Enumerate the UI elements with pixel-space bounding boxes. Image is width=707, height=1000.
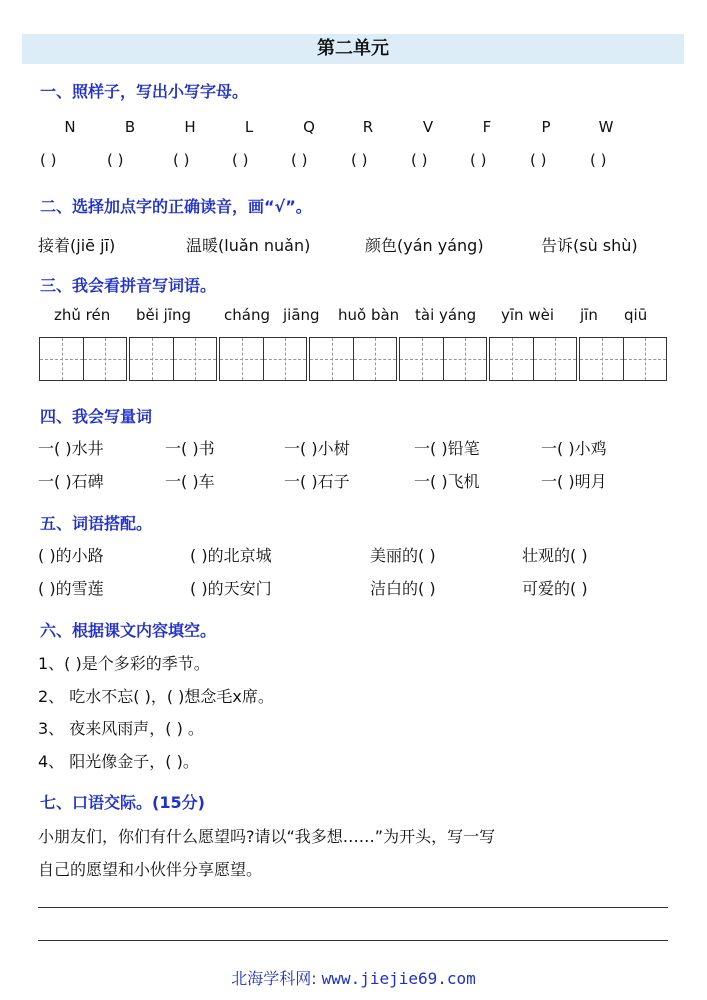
section-2-heading: 二、选择加点字的正确读音，画“√”。 xyxy=(40,197,312,216)
footer-url[interactable]: www.jiejie69.com xyxy=(321,969,476,988)
pinyin-label: cháng xyxy=(224,306,270,324)
fill-blank-line[interactable]: 2、 吃水不忘( )，( )想念毛x席。 xyxy=(38,687,274,706)
answer-blank[interactable]: ( ) xyxy=(530,151,547,169)
footer-label: 北海学科网: xyxy=(231,969,322,988)
pronunciation-item[interactable]: 温暖(luǎn nuǎn) xyxy=(186,236,311,255)
footer xyxy=(0,966,707,989)
pinyin-label: jiāng xyxy=(283,306,320,324)
section-6-heading: 六、根据课文内容填空。 xyxy=(40,621,217,640)
pronunciation-item[interactable]: 告诉(sù shù) xyxy=(541,236,638,255)
answer-line[interactable] xyxy=(38,940,668,941)
letter-item: B xyxy=(124,118,136,136)
measure-word-item[interactable]: 一( )明月 xyxy=(541,472,607,491)
prompt-line: 自己的愿望和小伙伴分享愿望。 xyxy=(38,860,263,879)
pinyin-label: tài yáng xyxy=(415,306,477,324)
word-match-item[interactable]: 洁白的( ) xyxy=(370,579,436,598)
pinyin-label: yīn wèi xyxy=(501,306,554,324)
pinyin-label: jīn xyxy=(580,306,598,324)
letter-item: L xyxy=(244,118,254,136)
answer-blank[interactable]: ( ) xyxy=(470,151,487,169)
writing-grid[interactable] xyxy=(219,337,307,381)
word-match-item[interactable]: ( )的雪莲 xyxy=(38,579,104,598)
answer-blank[interactable]: ( ) xyxy=(107,151,124,169)
pronunciation-item[interactable]: 颜色(yán yáng) xyxy=(365,236,484,255)
section-1-heading: 一、照样子，写出小写字母。 xyxy=(40,82,249,101)
word-match-item[interactable]: ( )的北京城 xyxy=(190,546,272,565)
fill-blank-line[interactable]: 1、( )是个多彩的季节。 xyxy=(38,654,210,673)
pinyin-label: huǒ bàn xyxy=(338,306,400,324)
section-7-heading: 七、口语交际。(15分) xyxy=(40,793,205,812)
measure-word-item[interactable]: 一( )飞机 xyxy=(414,472,480,491)
pinyin-label: běi jīng xyxy=(136,306,192,324)
letter-item: W xyxy=(598,118,614,136)
prompt-line: 小朋友们，你们有什么愿望吗?请以“我多想……”为开头，写一写 xyxy=(38,827,496,846)
answer-blank[interactable]: ( ) xyxy=(232,151,249,169)
answer-line[interactable] xyxy=(38,907,668,908)
word-match-item[interactable]: ( )的天安门 xyxy=(190,579,272,598)
pronunciation-item[interactable]: 接着(jiē jī) xyxy=(38,236,116,255)
measure-word-item[interactable]: 一( )书 xyxy=(165,439,215,458)
word-match-item[interactable]: ( )的小路 xyxy=(38,546,104,565)
word-match-item[interactable]: 壮观的( ) xyxy=(522,546,588,565)
answer-blank[interactable]: ( ) xyxy=(40,151,57,169)
measure-word-item[interactable]: 一( )水井 xyxy=(38,439,104,458)
answer-blank[interactable]: ( ) xyxy=(351,151,368,169)
answer-blank[interactable]: ( ) xyxy=(590,151,607,169)
answer-blank[interactable]: ( ) xyxy=(173,151,190,169)
writing-grid[interactable] xyxy=(579,337,667,381)
section-5-heading: 五、词语搭配。 xyxy=(40,514,153,533)
fill-blank-line[interactable]: 3、 夜来风雨声，( ) 。 xyxy=(38,719,204,738)
word-match-item[interactable]: 可爱的( ) xyxy=(522,579,588,598)
writing-grid[interactable] xyxy=(309,337,397,381)
measure-word-item[interactable]: 一( )小树 xyxy=(284,439,350,458)
answer-blank[interactable]: ( ) xyxy=(291,151,308,169)
word-match-item[interactable]: 美丽的( ) xyxy=(370,546,436,565)
letter-item: R xyxy=(362,118,374,136)
pinyin-label: zhǔ rén xyxy=(54,306,111,324)
answer-blank[interactable]: ( ) xyxy=(411,151,428,169)
fill-blank-line[interactable]: 4、 阳光像金子，( )。 xyxy=(38,752,199,771)
measure-word-item[interactable]: 一( )铅笔 xyxy=(414,439,480,458)
letter-item: N xyxy=(64,118,76,136)
letter-item: P xyxy=(541,118,551,136)
section-4-heading: 四、我会写量词 xyxy=(40,407,153,426)
writing-grid[interactable] xyxy=(39,337,127,381)
page-title: 第二单元 xyxy=(317,38,389,59)
measure-word-item[interactable]: 一( )石子 xyxy=(284,472,350,491)
letter-item: Q xyxy=(303,118,315,136)
title-bar xyxy=(22,34,684,64)
writing-grid[interactable] xyxy=(129,337,217,381)
writing-grid[interactable] xyxy=(399,337,487,381)
letter-item: F xyxy=(482,118,492,136)
pinyin-label: qiū xyxy=(624,306,648,324)
measure-word-item[interactable]: 一( )车 xyxy=(165,472,215,491)
writing-grid[interactable] xyxy=(489,337,577,381)
measure-word-item[interactable]: 一( )石碑 xyxy=(38,472,104,491)
letter-item: H xyxy=(184,118,196,136)
measure-word-item[interactable]: 一( )小鸡 xyxy=(541,439,607,458)
section-3-heading: 三、我会看拼音写词语。 xyxy=(40,276,217,295)
letter-item: V xyxy=(422,118,434,136)
